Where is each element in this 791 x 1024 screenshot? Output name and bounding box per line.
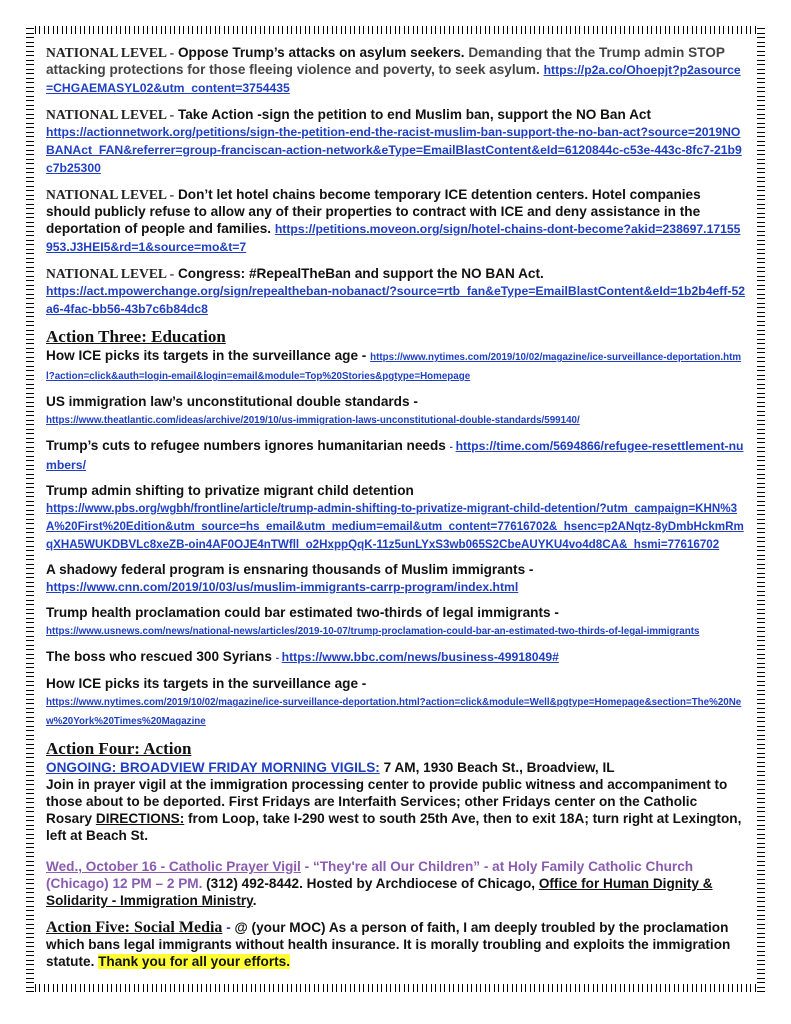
national-title: Congress: #RepealTheBan and support the NO BAN Act.: [177, 266, 544, 281]
border-left: [26, 26, 34, 992]
directions-label: DIRECTIONS:: [95, 811, 185, 826]
education-item: [46, 393, 746, 429]
border-bottom: [26, 984, 765, 992]
education-title: US immigration law’s unconstitutional double standards -: [46, 394, 418, 409]
education-title: Trump’s cuts to refugee numbers ignores humanitarian needs: [46, 438, 446, 453]
education-link[interactable]: https://www.nytimes.com/2019/10/02/magazine/ice-surveillance-deportation.html?action=click&auth=login-email&login=email&module=Top%20Stories&pgtype=Homepage: [46, 352, 742, 382]
national-level-label: NATIONAL LEVEL -: [46, 266, 175, 281]
national-body: Demanding that the Trump admin STOP attacking protections for those fleeing violence and poverty, to seek asylum.: [46, 45, 725, 77]
education-item: [46, 604, 746, 640]
social-body: As a person of faith, I am deeply troubled by the proclamation which bans legal immigrants without health insurance. It is morally troubling and exploits the immigration statute.: [46, 920, 731, 969]
national-level-label: NATIONAL LEVEL -: [46, 45, 175, 60]
national-item: [46, 106, 746, 177]
national-title: Don’t let hotel chains become temporary ICE detention centers.: [177, 187, 589, 202]
education-title: A shadowy federal program is ensnaring thousands of Muslim immigrants -: [46, 562, 534, 577]
ongoing-vigil: [46, 759, 746, 844]
national-link[interactable]: https://petitions.moveon.org/sign/hotel-chains-dont-become?akid=238697.17155953.J3HEI5&rd=1&source=mo&t=7: [46, 222, 741, 254]
education-link[interactable]: https://time.com/5694866/refugee-resettlement-numbers/: [46, 439, 744, 472]
education-item: [46, 561, 746, 596]
national-body: Hotel companies should publicly refuse to allow any of their properties to contract with ICE and deny assistance in the deportation of people and families.: [46, 187, 701, 236]
national-link[interactable]: https://p2a.co/Ohoepjt?p2asource=CHGAEMASYL02&utm_content=3754435: [46, 63, 741, 95]
wed-vigil-phone: (312) 492-8442.: [202, 876, 303, 891]
education-item: [46, 482, 746, 553]
ongoing-vigil-body: Join in prayer vigil at the immigration processing center to provide public witness and accompaniment to those about to be deported. First Fridays are Interfaith Services; other Fridays center on the Catholic Rosary: [46, 777, 728, 826]
directions-body: from Loop, take I-290 west to south 25th Ave, then to exit 18A; turn right at Lexington, left at Beach St.: [46, 811, 742, 843]
education-title: How ICE picks its targets in the surveillance age -: [46, 348, 367, 363]
education-link[interactable]: https://www.nytimes.com/2019/10/02/magazine/ice-surveillance-deportation.html?action=click&module=Well&pgtype=Homepage&section=The%20New%20York%20Times%20Magazine: [46, 697, 742, 727]
section-heading-action: Action Four: Action: [46, 739, 192, 758]
social-media: [46, 919, 746, 970]
ongoing-vigil-link[interactable]: ONGOING: BROADVIEW FRIDAY MORNING VIGILS:: [46, 760, 380, 775]
wed-vigil-link[interactable]: Wed., October 16 - Catholic Prayer Vigil: [46, 859, 301, 874]
national-title: Take Action -sign the petition to end Muslim ban, support the NO Ban Act: [177, 107, 651, 122]
education-link[interactable]: https://www.cnn.com/2019/10/03/us/muslim-immigrants-carrp-program/index.html: [46, 580, 519, 594]
wed-vigil-sep: -: [300, 859, 313, 874]
thanks-highlight: Thank you for all your efforts.: [98, 954, 290, 969]
education-item: [46, 675, 746, 730]
education-separator: -: [275, 653, 282, 664]
newsletter-content: [46, 44, 746, 979]
wed-vigil-end: .: [252, 893, 257, 908]
education-title: Trump health proclamation could bar estimated two-thirds of legal immigrants -: [46, 605, 559, 620]
education-title: Trump admin shifting to privatize migrant child detention: [46, 483, 414, 498]
section-heading-social: Action Five: Social Media: [46, 919, 223, 936]
national-item: [46, 186, 746, 256]
education-link[interactable]: https://www.theatlantic.com/ideas/archive/2019/10/us-immigration-laws-unconstitutional-double-standards/599140/: [46, 415, 580, 426]
national-item: [46, 44, 746, 97]
ongoing-vigil-where: 7 AM, 1930 Beach St., Broadview, IL: [379, 760, 615, 775]
national-link[interactable]: https://act.mpowerchange.org/sign/repealtheban-nobanact/?source=rtb_fan&eType=EmailBlastContent&eId=1b2b4eff-52a6-4fac-bb56-43b7c6b84dc8: [46, 284, 746, 316]
education-link[interactable]: https://www.bbc.com/news/business-49918049#: [281, 650, 559, 664]
education-item: [46, 648, 746, 667]
education-item: [46, 347, 746, 385]
social-handle: @ (your MOC): [234, 920, 326, 935]
education-title: The boss who rescued 300 Syrians: [46, 649, 272, 664]
education-title: How ICE picks its targets in the surveillance age -: [46, 676, 367, 691]
national-title: Oppose Trump’s attacks on asylum seekers.: [177, 45, 465, 60]
border-right: [757, 26, 765, 992]
wed-vigil: [46, 858, 746, 909]
border-top: [26, 26, 765, 34]
wed-vigil-host: Hosted by Archdiocese of Chicago,: [302, 876, 539, 891]
wed-vigil-office: Office for Human Dignity & Solidarity - Immigration Ministry: [46, 876, 713, 908]
education-item: [46, 437, 746, 474]
section-heading-education: Action Three: Education: [46, 327, 226, 346]
education-link[interactable]: https://www.usnews.com/news/national-news/articles/2019-10-07/trump-proclamation-could-bar-an-estimated-two-thirds-of-legal-immigrants: [46, 626, 700, 637]
national-level-label: NATIONAL LEVEL -: [46, 187, 175, 202]
national-item: [46, 265, 746, 318]
national-link[interactable]: https://actionnetwork.org/petitions/sign-the-petition-end-the-racist-muslim-ban-support-the-no-ban-act?source=2019NOBANAct_FAN&referrer=group-franciscan-action-network&eType=EmailBlastContent&eId=6120844c-c53e-443c-8fc7-21b9c7b25300: [46, 125, 742, 175]
education-link[interactable]: https://www.pbs.org/wgbh/frontline/article/trump-admin-shifting-to-privatize-migrant-child-detention/?utm_campaign=KHN%3A%20First%20Edition&utm_source=hs_email&utm_medium=email&utm_content=77616702&_hsenc=p2ANqtz-8yDmbHckmRmqXHA5WUKDBVLc8xeZB-oin4AF0OJE4nTWfll_o2HxppQqK-11z5unLYxS3wb065S2CbeAUYKU4vo4d8CA&_hsmi=77616702: [46, 502, 744, 551]
social-dash: -: [222, 920, 235, 935]
national-level-label: NATIONAL LEVEL -: [46, 107, 175, 122]
education-separator: -: [449, 442, 456, 453]
wed-vigil-theme: “They're all Our Children” - at Holy Family Catholic Church (Chicago) 12 PM – 2 PM.: [46, 859, 694, 891]
